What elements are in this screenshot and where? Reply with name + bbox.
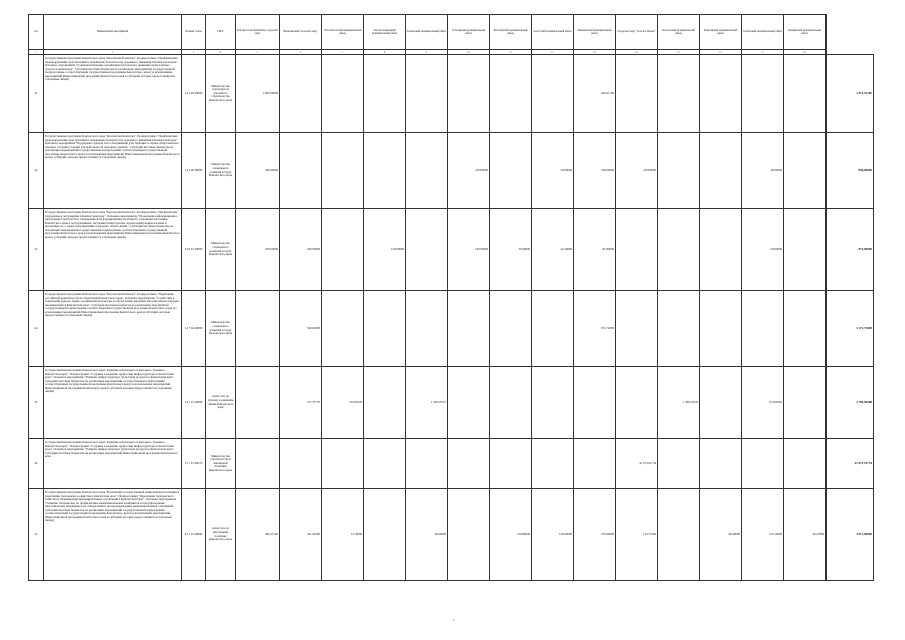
district-amount: 200,00000: [236, 209, 280, 291]
district-amount: [532, 291, 574, 367]
district-amount: [322, 439, 364, 489]
row-total: 41 075,91734: [827, 439, 874, 489]
target-article-code: 14 4 04 40080: [182, 55, 206, 133]
column-number: 15: [658, 50, 700, 55]
column-header: Мильковский муниципальный район: [574, 15, 616, 50]
district-amount: [700, 367, 742, 439]
column-number: 16: [700, 50, 742, 55]
row-number: 41: [29, 55, 44, 133]
column-number: 5: [236, 50, 280, 55]
district-amount: [658, 291, 700, 367]
column-number: 7: [322, 50, 364, 55]
district-amount: 42,20000: [532, 209, 574, 291]
district-amount: 150,00000: [364, 209, 406, 291]
district-amount: 1 309,31043: [658, 367, 700, 439]
column-header: Елизовский муниципальный район: [406, 15, 448, 50]
row-total: 2 071,61100: [827, 55, 874, 133]
row-total: 840,00000: [827, 133, 874, 209]
district-amount: 200,00000: [280, 209, 322, 291]
budget-table-sheet: [28, 14, 874, 581]
column-header: Олюторский муниципальный район: [658, 15, 700, 50]
district-amount: [784, 367, 826, 439]
district-amount: [532, 367, 574, 439]
district-amount: [490, 291, 532, 367]
district-amount: 40,00000: [742, 133, 784, 209]
column-number: 4: [206, 50, 236, 55]
district-amount: 377,37770: [280, 367, 322, 439]
grbs-name: Министерство транспорта и дорожного строительства Камчатского края: [206, 55, 236, 133]
table-body: [29, 55, 874, 581]
page-mark: 1: [453, 618, 455, 622]
district-amount: [658, 439, 700, 489]
column-number: 11: [490, 50, 532, 55]
column-header: Усть-Большерецкий муниципальный район: [364, 15, 406, 50]
district-amount: 68,49000: [700, 489, 742, 581]
district-amount: [532, 55, 574, 133]
grbs-name: Министерство социального развития и труда Камчатского края: [206, 133, 236, 209]
district-amount: [448, 489, 490, 581]
table-header-row: [29, 15, 874, 50]
district-amount: [322, 291, 364, 367]
column-header: Алеутский муниципальный район: [532, 15, 574, 50]
district-amount: [574, 439, 616, 489]
district-amount: [616, 209, 658, 291]
row-total: 3 017,00000: [827, 489, 874, 581]
column-header: Petropavlovsk-Kamchatsky городской округ: [236, 15, 280, 50]
district-amount: [658, 55, 700, 133]
district-amount: 372,03678: [322, 367, 364, 439]
district-amount: [490, 439, 532, 489]
district-amount: [322, 133, 364, 209]
district-amount: 100,00000: [448, 133, 490, 209]
row-number: 42: [29, 133, 44, 209]
column-header: Усть-Камчатский муниципальный район: [322, 15, 364, 50]
row-number: 45: [29, 367, 44, 439]
district-amount: 136,09000: [532, 489, 574, 581]
district-amount: [784, 55, 826, 133]
district-amount: [448, 291, 490, 367]
district-amount: [700, 439, 742, 489]
row-number: 44: [29, 291, 44, 367]
row-total: 3 790,06588: [827, 367, 874, 439]
district-amount: [658, 489, 700, 581]
measure-description: Государственная программа Камчатского края "Безопасная Камчатка". Подпрограмма "Профилактика терроризма и экстремизма в Камчатском крае". Основное мероприятие "Проведение информационно-пропагандистской работы, направленной на формирование негативного отношения населения Камчатского края к деструктивным, экстремистским группам, пропагандирующим насилие и нетерпимость, а также популяризацию здорового образа жизни". Субсидии местным бюджетам на реализацию мероприятий государственной подпрограммы соответствующей государственной программы Камчатского края (за исключением мероприятий Инвестиционной программы Камчатского края и субсидий, которые предоставляются отдельным лицам): [44, 209, 182, 291]
district-amount: 41 075,91734: [616, 439, 658, 489]
district-amount: [448, 439, 490, 489]
column-header: ГРБС: [206, 15, 236, 50]
measure-description: Государственная программа Камчатского края "Безопасная Камчатка". Подпрограмма "Профилактика правонарушений, преступлений и повышение безопасности дорожного движения в Камчатском крае". Основное мероприятие "Совершенствование организации безопасного движения транспортных средств и пешеходов". Субсидии местным бюджетам на реализацию мероприятий государственной подпрограммы соответствующей государственной программы Камчатского края (за исключением мероприятий Инвестиционной программы Камчатского края и субсидий, которые предоставляются отдельным лицам): [44, 55, 182, 133]
row-total: 874,00000: [827, 209, 874, 291]
district-amount: 81,80000: [574, 209, 616, 291]
column-header: [826, 15, 827, 50]
target-article-code: 14 7 02 40080: [182, 291, 206, 367]
measure-description: Государственная программа Камчатского края "Безопасная Камчатка". Подпрограмма "Профилактика правонарушений, преступлений и повышение безопасности дорожного движения в Камчатском крае". Основное мероприятие "Поддержка граждан и их объединений, участвующих в охране общественного порядка, создание условий для деятельности народных дружин". Субсидии местным бюджетам на реализацию мероприятий государственной подпрограммы соответствующей государственной программы Камчатского края (за исключением мероприятий Инвестиционной программы Камчатского края и субсидий, которые предоставляются отдельным лицам): [44, 133, 182, 209]
column-number: 17: [742, 50, 784, 55]
district-amount: 1 865,00000: [236, 55, 280, 133]
district-amount: [784, 133, 826, 209]
district-amount: 40,27800: [784, 489, 826, 581]
district-amount: 135,75300: [616, 489, 658, 581]
column-header: Пенжинский муниципальный район: [784, 15, 826, 50]
district-amount: [700, 291, 742, 367]
district-amount: [236, 367, 280, 439]
column-number: 2: [44, 50, 182, 55]
column-header: Городской округ "поселок Палана": [616, 15, 658, 50]
district-amount: [784, 209, 826, 291]
column-number: 10: [448, 50, 490, 55]
district-amount: [364, 367, 406, 439]
district-amount: [280, 439, 322, 489]
district-amount: [364, 489, 406, 581]
district-amount: 671,72000: [574, 291, 616, 367]
district-amount: 300,00000: [236, 133, 280, 209]
district-amount: 235,90900: [574, 489, 616, 581]
district-amount: [406, 55, 448, 133]
district-amount: 100,00000: [448, 209, 490, 291]
row-number: 46: [29, 439, 44, 489]
measure-description: Государственная программа Камчатского края "Реализация государственной национальной политики и укрепление гражданского единства в Камчатском крае". Подпрограмма "Укрепление гражданского единства и гармонизация межнациональных отношений в Камчатском крае". Основное мероприятие "Развитие системы мер по профилактике межнациональных конфликтов и предупреждению межэтнической напряженности, направленных на предупреждение межнациональных отношений". Субсидии местным бюджетам на реализацию мероприятий государственной подпрограммы соответствующей государственной программы Камчатского края (за исключением мероприятий Инвестиционной программы Камчатского края и субсидий, которые предоставляются отдельным лицам): [44, 489, 182, 581]
district-amount: [406, 133, 448, 209]
district-amount: [700, 133, 742, 209]
district-amount: 100,00000: [616, 133, 658, 209]
district-amount: [406, 439, 448, 489]
grbs-name: Министерство социального развития и труда Камчатского края: [206, 209, 236, 291]
row-number: 43: [29, 209, 44, 291]
column-header: Наименование мероприятия: [44, 15, 182, 50]
column-number: 3: [182, 50, 206, 55]
district-amount: [532, 439, 574, 489]
target-article-code: 01 1 01 40080: [182, 489, 206, 581]
district-amount: 50,00000: [532, 133, 574, 209]
district-amount: [322, 55, 364, 133]
measure-description: Государственная программа Камчатского края "Развитие внутреннего и въездного туризма в Камчатском крае". Подпрограмма "Создание и развитие туристской инфраструктуры в Камчатском крае". Основное мероприятие "Развитие инфраструктуры туристских ресурсов в Камчатском крае". Субсидии местным бюджетам на реализацию мероприятий государственной подпрограммы соответствующей государственной программы Камчатского края (за исключением мероприятий Инвестиционной программы Камчатского края и субсидий, которые предоставляются отдельным лицам): [44, 367, 182, 439]
district-amount: [574, 367, 616, 439]
district-amount: [236, 439, 280, 489]
district-amount: [236, 291, 280, 367]
district-amount: [280, 133, 322, 209]
district-amount: [364, 439, 406, 489]
district-amount: [742, 55, 784, 133]
column-number: 18: [784, 50, 826, 55]
district-amount: 206,61100: [574, 55, 616, 133]
district-amount: [742, 291, 784, 367]
target-article-code: 15 1 01 40070: [182, 439, 206, 489]
column-number: 6: [280, 50, 322, 55]
district-amount: [616, 55, 658, 133]
column-header: Соболевский муниципальный район: [448, 15, 490, 50]
district-amount: [616, 291, 658, 367]
measure-description: Государственная программа Камчатского края "Безопасная Камчатка". Подпрограмма "Укрепление российской идентичности на территории Камчатского края". Основное мероприятие "Содействие в сохранении родного языка, традиционной культуры и образа жизни коренных малочисленных народов, проживающих в Камчатском крае". Субсидии местным бюджетам на реализацию мероприятий государственной подпрограммы соответствующей государственной программы Камчатского края (за исключением мероприятий Инвестиционной программы Камчатского края и субсидий, которые предоставляются отдельным лицам): [44, 291, 182, 367]
column-number: 9: [406, 50, 448, 55]
column-header: Целевая статья: [182, 15, 206, 50]
column-header: Вилючинский городской округ: [280, 15, 322, 50]
target-article-code: 14 6 01 40080: [182, 209, 206, 291]
table-row: [29, 209, 874, 291]
district-amount: 136,80000: [490, 489, 532, 581]
table-row: [29, 439, 874, 489]
district-amount: [700, 209, 742, 291]
column-header: п/п: [29, 15, 44, 50]
district-amount: 30,60900: [406, 489, 448, 581]
district-amount: [658, 209, 700, 291]
district-amount: 500,00000: [280, 291, 322, 367]
district-amount: 401,40300: [280, 489, 322, 581]
table-row: [29, 367, 874, 439]
column-header: Быстринский муниципальный район: [490, 15, 532, 50]
table-row: [29, 489, 874, 581]
column-number: 14: [616, 50, 658, 55]
district-amount: [658, 133, 700, 209]
target-article-code: 14 4 06 40080: [182, 133, 206, 209]
district-amount: [448, 55, 490, 133]
district-amount: 50,00000: [490, 209, 532, 291]
measure-description: Государственная программа Камчатского края "Развитие внутреннего и въездного туризма в Камчатском крае". Подпрограмма "Создание и развитие туристской инфраструктуры в Камчатском крае". Основное мероприятие "Развитие инфраструктуры туристских ресурсов в Камчатском крае". Субсидии местным бюджетам на реализацию мероприятий Инвестиционной программы Камчатского края: [44, 439, 182, 489]
table-row: [29, 291, 874, 367]
column-number: 12: [532, 50, 574, 55]
district-amount: [784, 291, 826, 367]
column-number: 1: [29, 50, 44, 55]
grbs-name: Министерство строительства и жилищной политики Камчатского края: [206, 439, 236, 489]
district-amount: 50,00000: [742, 209, 784, 291]
district-amount: 1 358,33575: [406, 367, 448, 439]
district-amount: [700, 55, 742, 133]
district-amount: [742, 439, 784, 489]
district-amount: [490, 55, 532, 133]
district-amount: [280, 55, 322, 133]
table-row: [29, 55, 874, 133]
district-amount: 250,00000: [574, 133, 616, 209]
district-amount: 13,70000: [322, 489, 364, 581]
district-amount: [364, 55, 406, 133]
grbs-name: Агентство по внутренней политике Камчатского края: [206, 489, 236, 581]
district-amount: [406, 291, 448, 367]
district-amount: 219,16900: [742, 489, 784, 581]
district-amount: [406, 209, 448, 291]
district-amount: [616, 367, 658, 439]
district-amount: 490,15100: [236, 489, 280, 581]
column-header: Карагинский муниципальный район: [700, 15, 742, 50]
district-amount: 373,00385: [742, 367, 784, 439]
target-article-code: 15 1 01 40080: [182, 367, 206, 439]
district-amount: [448, 367, 490, 439]
budget-table: [28, 14, 874, 581]
district-amount: [784, 439, 826, 489]
row-total: 1 171,72000: [827, 291, 874, 367]
row-number: 47: [29, 489, 44, 581]
grbs-name: Министерство социального развития и труда Камчатского края: [206, 291, 236, 367]
table-row: [29, 133, 874, 209]
district-amount: [322, 209, 364, 291]
district-amount: [490, 133, 532, 209]
column-number: 8: [364, 50, 406, 55]
district-amount: [364, 133, 406, 209]
grbs-name: Агентство по туризму и внешним связям Камчатского края: [206, 367, 236, 439]
district-amount: [490, 367, 532, 439]
column-header: Тигильский муниципальный район: [742, 15, 784, 50]
column-number: 13: [574, 50, 616, 55]
district-amount: [364, 291, 406, 367]
